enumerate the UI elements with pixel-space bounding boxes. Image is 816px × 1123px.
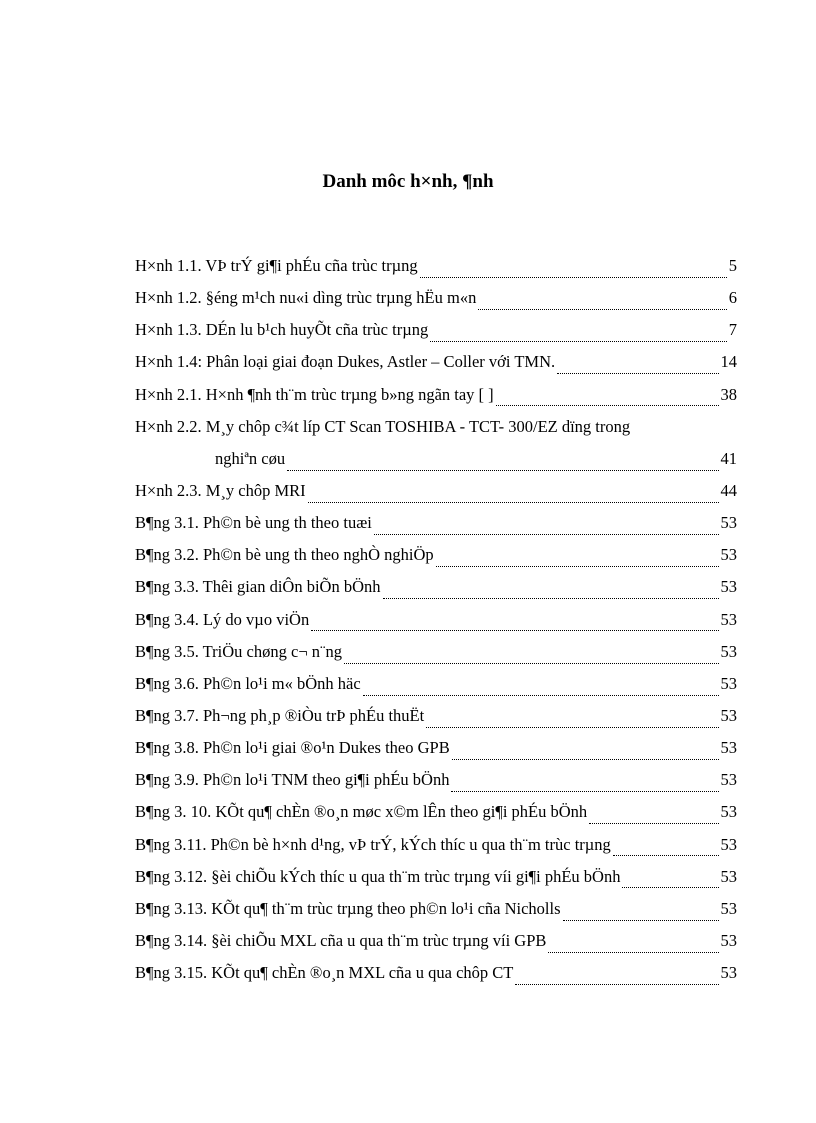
toc-entry-text: B¶ng 3.13. KÕt qu¶ th¨m trùc trµng theo ph©n lo¹i cña Nicholls [135, 898, 561, 918]
toc-entry[interactable] [135, 957, 737, 989]
dot-leader [430, 325, 727, 343]
dot-leader [622, 871, 718, 889]
toc-entry-page: 44 [720, 481, 737, 501]
toc-entry-text: H×nh 2.2. M¸y chôp c¾t líp CT Scan TOSHIBA - TCT- 300/EZ dïng trong [135, 416, 631, 436]
dot-leader [451, 775, 718, 793]
toc-entry[interactable] [135, 861, 737, 893]
toc-entry-text: B¶ng 3. 10. KÕt qu¶ chÈn ®o¸n møc x©m lÊn theo gi¶i phÉu bÖnh [135, 802, 588, 822]
dot-leader [436, 550, 719, 568]
toc-entry-page: 53 [720, 898, 737, 918]
toc-entry-page: 38 [720, 384, 737, 404]
toc-entry[interactable] [135, 314, 737, 346]
toc-entry-page: 53 [720, 577, 737, 597]
dot-leader [563, 903, 719, 921]
toc-entry[interactable] [135, 764, 737, 796]
toc-entry-text-continued: nghiªn cøu [215, 448, 286, 468]
toc-entry-text: B¶ng 3.4. Lý do vµo viÖn [135, 609, 310, 629]
dot-leader [515, 967, 718, 985]
dot-leader [308, 485, 719, 503]
toc-entry[interactable] [135, 346, 737, 378]
toc-entry-text: B¶ng 3.12. §èi chiÕu kÝch thíc u qua th¨m trùc trµng víi gi¶i phÉu bÖnh [135, 866, 621, 886]
toc-entry[interactable] [135, 700, 737, 732]
table-of-figures [135, 250, 737, 989]
toc-entry-page: 53 [720, 706, 737, 726]
toc-entry-text: B¶ng 3.3. Thêi gian diÔn biÕn bÖnh [135, 577, 381, 597]
page-title: Danh môc h×nh, ¶nh [322, 171, 494, 192]
toc-entry-text: B¶ng 3.9. Ph©n lo¹i TNM theo gi¶i phÉu bÖnh [135, 770, 450, 790]
dot-leader [496, 389, 719, 407]
dot-leader [613, 839, 719, 857]
toc-entry[interactable] [135, 475, 737, 507]
toc-entry-text: B¶ng 3.1. Ph©n bè ung th theo tuæi [135, 513, 372, 533]
toc-entry[interactable] [135, 636, 737, 668]
toc-entry[interactable] [135, 507, 737, 539]
toc-entry-text: H×nh 1.4: Phân loại giai đoạn Dukes, Astler – Coller với TMN. [135, 352, 556, 372]
dot-leader [589, 807, 718, 825]
toc-entry-page: 41 [720, 448, 737, 468]
toc-entry-text: B¶ng 3.2. Ph©n bè ung th theo nghÒ nghiÖp [135, 545, 434, 565]
toc-entry-page: 53 [720, 802, 737, 822]
toc-entry[interactable] [135, 250, 737, 282]
dot-leader [344, 646, 719, 664]
toc-entry[interactable] [135, 796, 737, 828]
toc-entry-page: 53 [720, 931, 737, 951]
toc-entry-page: 14 [720, 352, 737, 372]
dot-leader [478, 292, 726, 310]
toc-entry-page: 53 [720, 963, 737, 983]
toc-entry-page: 53 [720, 545, 737, 565]
toc-entry-page: 7 [728, 320, 737, 340]
toc-entry[interactable] [135, 925, 737, 957]
toc-entry-continuation [135, 443, 737, 475]
toc-entry[interactable] [135, 571, 737, 603]
toc-entry-page: 6 [728, 288, 737, 308]
toc-entry-text: B¶ng 3.8. Ph©n lo¹i giai ®o¹n Dukes theo GPB [135, 738, 450, 758]
toc-entry[interactable] [135, 411, 737, 475]
toc-entry[interactable] [135, 282, 737, 314]
dot-leader [426, 710, 718, 728]
dot-leader [557, 357, 718, 375]
toc-entry-page: 53 [720, 866, 737, 886]
toc-entry-text: B¶ng 3.7. Ph¬ng ph¸p ®iÒu trÞ phÉu thuËt [135, 706, 425, 726]
toc-entry-text: B¶ng 3.5. TriÖu chøng c¬ n¨ng [135, 641, 342, 661]
dot-leader [363, 678, 719, 696]
toc-entry-page: 53 [720, 834, 737, 854]
toc-entry[interactable] [135, 893, 737, 925]
toc-entry-page: 53 [720, 738, 737, 758]
toc-entry-text: B¶ng 3.14. §èi chiÕu MXL cña u qua th¨m trùc trµng víi GPB [135, 931, 547, 951]
toc-entry[interactable] [135, 379, 737, 411]
dot-leader [374, 517, 719, 535]
toc-entry-page: 53 [720, 673, 737, 693]
toc-entry-text: B¶ng 3.6. Ph©n lo¹i m« bÖnh häc [135, 673, 361, 693]
toc-entry-text: H×nh 1.1. VÞ trÝ gi¶i phÉu cña trùc trµng [135, 256, 418, 276]
toc-entry-page: 53 [720, 770, 737, 790]
dot-leader [311, 614, 718, 632]
toc-entry-page: 53 [720, 513, 737, 533]
toc-entry-page: 53 [720, 641, 737, 661]
toc-entry-page: 5 [728, 256, 737, 276]
toc-entry-text: H×nh 2.1. H×nh ¶nh th¨m trùc trµng b»ng ngãn tay [ ] [135, 384, 494, 404]
toc-entry-text: H×nh 1.3. DÉn lu b¹ch huyÕt cña trùc trµng [135, 320, 429, 340]
toc-entry[interactable] [135, 829, 737, 861]
dot-leader [548, 935, 718, 953]
dot-leader [420, 260, 727, 278]
toc-entry-text: B¶ng 3.11. Ph©n bè h×nh d¹ng, vÞ trÝ, kÝch thíc u qua th¨m trùc trµng [135, 834, 611, 854]
toc-entry-text: B¶ng 3.15. KÕt qu¶ chÈn ®o¸n MXL cña u qua chôp CT [135, 963, 514, 983]
toc-entry-text: H×nh 1.2. §éng m¹ch nu«i dìng trùc trµng hËu m«n [135, 288, 477, 308]
toc-entry[interactable] [135, 539, 737, 571]
dot-leader [452, 742, 719, 760]
toc-entry-page: 53 [720, 609, 737, 629]
toc-entry[interactable] [135, 604, 737, 636]
dot-leader [287, 453, 718, 471]
toc-entry-text: H×nh 2.3. M¸y chôp MRI [135, 481, 306, 501]
toc-entry[interactable] [135, 668, 737, 700]
toc-entry[interactable] [135, 732, 737, 764]
dot-leader [383, 582, 719, 600]
